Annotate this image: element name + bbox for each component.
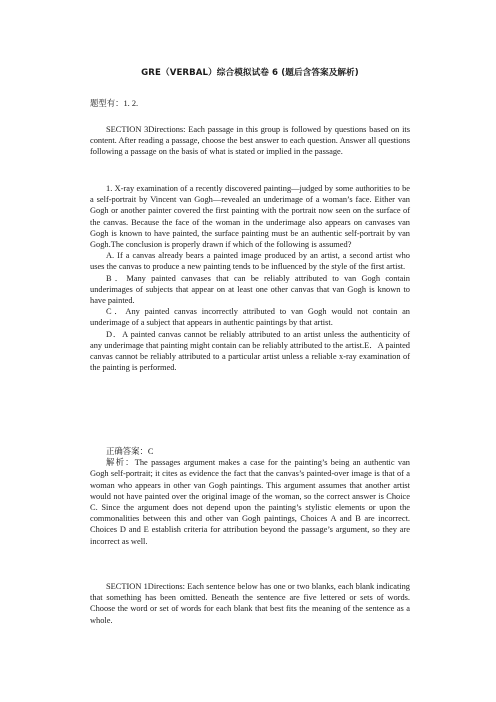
option-b: B．Many painted canvases that can be reliably attributed to van Gogh contain underimages of subjects that appear on at least one other canvas that van Gogh is known to have painted. bbox=[90, 273, 410, 306]
option-d-e: D．A painted canvas cannot be reliably attributed to an artist unless the authenticity of any underimage that painting might contain can be reliably attributed to the artist.E．A painted canvas cannot be reliably attributed to a particular artist unless a reliable x-ray examination of the painting is performed. bbox=[90, 329, 410, 373]
option-c: C．Any painted canvas incorrectly attributed to van Gogh would not contain an underimage of a subject that appears in authentic paintings by that artist. bbox=[90, 307, 410, 328]
question-1-block bbox=[90, 183, 410, 373]
option-a: A. If a canvas already bears a painted image produced by an artist, a second artist who uses the canvas to produce a new painting tends to be influenced by the style of the first artist. bbox=[90, 251, 410, 272]
question-types: 题型有：1. 2. bbox=[90, 99, 139, 108]
explanation: 解析：The passages argument makes a case for the painting’s being an authentic van Gogh self-portrait; it cites as evidence the fact that the canvas’s painted-over image is that of a woman who appears in other van Gogh paintings. This argument assumes that another artist would not have painted over the original image of the woman, so the correct answer is Choice C. Since the argument does not depend upon the painting’s stylistic elements or upon the commonalities between this and other van Gogh paintings, Choices A and B are incorrect. Choices D and E establish criteria for attribution beyond the passage’s argument, so they are incorrect as well. bbox=[90, 458, 410, 546]
document-title: GRE（VERBAL）综合模拟试卷 6 (题后含答案及解析) bbox=[141, 68, 359, 78]
section-1-directions-block bbox=[90, 581, 410, 626]
question-1-stem: 1. X-ray examination of a recently discovered painting—judged by some authorities to be a self-portrait by Vincent van Gogh—revealed an underimage of a woman’s face. Either van Gogh or another painter covered the first painting with the portrait now seen on the surface of the canvas. Because the face of the woman in the underimage also appears on canvases van Gogh is known to have painted, the surface painting must be an authentic self-portrait by van Gogh.The conclusion is properly drawn if which of the following is assumed? bbox=[90, 184, 410, 250]
correct-answer: 正确答案：C bbox=[106, 447, 154, 456]
section-1-directions: SECTION 1Directions: Each sentence below has one or two blanks, each blank indicating that something has been omitted. Beneath the sentence are five lettered or sets of words. Choose the word or set of words for each blank that best fits the meaning of the sentence as a whole. bbox=[90, 582, 410, 625]
answer-block bbox=[90, 446, 410, 547]
section-3-directions-block bbox=[90, 124, 410, 158]
section-3-directions: SECTION 3Directions: Each passage in this group is followed by questions based on its content. After reading a passage, choose the best answer to each question. Answer all questions following a passage on the basis of what is stated or implied in the passage. bbox=[90, 125, 410, 157]
